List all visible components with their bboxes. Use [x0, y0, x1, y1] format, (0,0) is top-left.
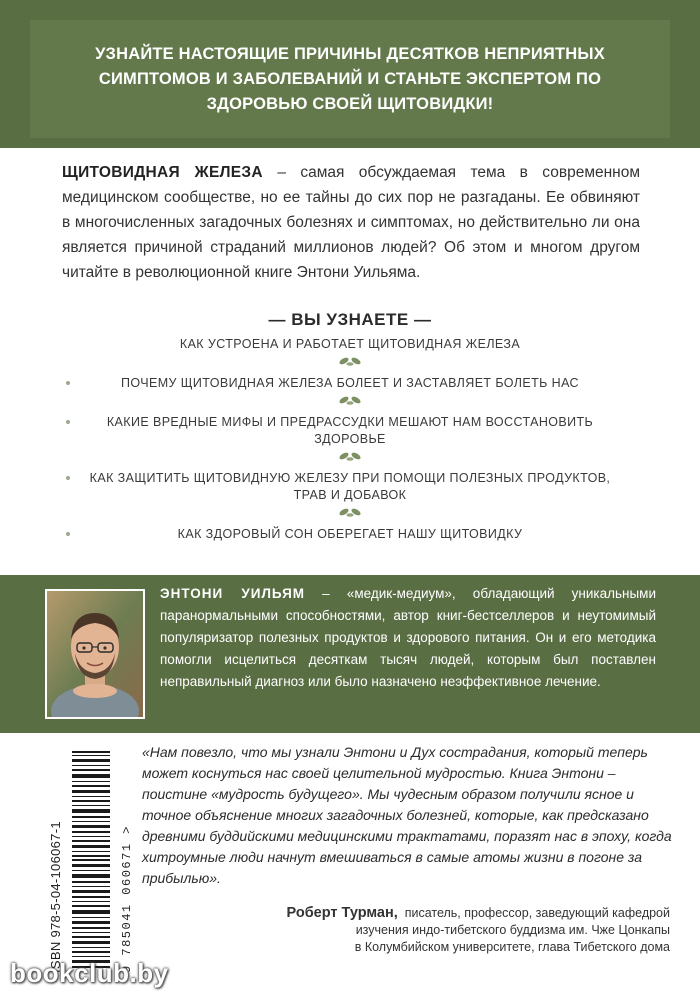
barcode — [36, 745, 134, 975]
leaf-ornament-icon — [80, 504, 620, 526]
author-photo — [45, 589, 145, 719]
intro-lead: ЩИТОВИДНАЯ ЖЕЛЕЗА — [62, 164, 263, 181]
isbn-label: ISBN 978-5-04-106067-1 — [48, 821, 63, 973]
author-bio — [160, 583, 656, 693]
quote-author-name: Роберт Турман, — [286, 905, 398, 921]
list-item — [80, 375, 620, 392]
intro-paragraph — [62, 160, 640, 285]
learn-list — [80, 336, 620, 543]
list-item — [80, 336, 620, 353]
banner-headline: УЗНАЙТЕ НАСТОЯЩИЕ ПРИЧИНЫ ДЕСЯТКОВ НЕПРИЯТНЫХ СИМПТОМОВ И ЗАБОЛЕВАНИЙ И СТАНЬТЕ ЭКСПЕРТОМ ПО ЗДОРОВЬЮ СВОЕЙ ЩИТОВИДКИ! — [95, 44, 605, 113]
learn-item-text: КАК ЗАЩИТИТЬ ЩИТОВИДНУЮ ЖЕЛЕЗУ ПРИ ПОМОЩИ ПОЛЕЗНЫХ ПРОДУКТОВ, ТРАВ И ДОБАВОК — [89, 471, 611, 502]
bullet-dot-icon — [66, 476, 70, 480]
intro-body: – самая обсуждаемая тема в современном медицинском сообществе, но ее тайны до сих пор не разгаданы. Ее обвиняют в многочисленных загадочных болезнях и симптомах, но действительно ли она является причиной страданий миллионов людей? Об этом и многом другом читайте в революционной книге Энтони Уильяма. — [62, 164, 640, 281]
learn-heading: — ВЫ УЗНАЕТЕ — — [268, 310, 432, 329]
quote-attribution — [200, 905, 670, 956]
author-name: ЭНТОНИ УИЛЬЯМ — [160, 586, 306, 601]
bullet-dot-icon — [66, 381, 70, 385]
bullet-dot-icon — [66, 532, 70, 536]
leaf-ornament-icon — [80, 448, 620, 470]
learn-item-text: ПОЧЕМУ ЩИТОВИДНАЯ ЖЕЛЕЗА БОЛЕЕТ И ЗАСТАВЛЯЕТ БОЛЕТЬ НАС — [121, 376, 579, 390]
leaf-ornament-icon — [80, 353, 620, 375]
quote-author-desc-3: в Колумбийском университете, глава Тибетского дома — [354, 940, 670, 954]
quote-author-desc-2: изучения индо-тибетского буддизма им. Чже Цонкапы — [355, 923, 670, 937]
top-banner-panel — [30, 20, 670, 138]
quote-author-desc-1: писатель, профессор, заведующий кафедрой — [404, 906, 670, 920]
list-item — [80, 414, 620, 448]
top-banner — [0, 0, 700, 148]
quote-text: «Нам повезло, что мы узнали Энтони и Дух сострадания, который теперь может коснуться нас своей целительной мудростью. Книга Энтони – поистине «мудрость будущего». Мы чудесным образом получили ясное и точное объяснение многих загадочных болезней, которые, как предсказано древними буддийскими медицинскими трактатами, поразят нас в эпоху, когда хитроумные люди начнут вмешиваться в самые атомы жизни в погоне за прибылью». — [142, 744, 672, 886]
barcode-bars-icon — [70, 745, 116, 975]
learn-item-text: КАК ЗДОРОВЫЙ СОН ОБЕРЕГАЕТ НАШУ ЩИТОВИДКУ — [177, 527, 523, 541]
learn-item-text: КАКИЕ ВРЕДНЫЕ МИФЫ И ПРЕДРАССУДКИ МЕШАЮТ НАМ ВОССТАНОВИТЬ ЗДОРОВЬЕ — [106, 415, 594, 446]
learn-item-text: КАК УСТРОЕНА И РАБОТАЕТ ЩИТОВИДНАЯ ЖЕЛЕЗА — [179, 337, 521, 351]
list-item — [80, 526, 620, 543]
barcode-digits: 9 785041 060671 > — [120, 825, 134, 973]
leaf-ornament-icon — [80, 392, 620, 414]
author-bio-text: – «медик-медиум», обладающий уникальными паранормальными способностями, автор книг-бестселлеров и неутомимый популяризатор полезных продуктов и здорового питания. Он и его методика помогли исцелиться десяткам тысяч людей, которым был поставлен неправильный диагноз или было назначено неэффективное лечение. — [160, 586, 656, 689]
list-item — [80, 470, 620, 504]
watermark: bookclub.by — [10, 958, 169, 988]
bullet-dot-icon — [66, 420, 70, 424]
